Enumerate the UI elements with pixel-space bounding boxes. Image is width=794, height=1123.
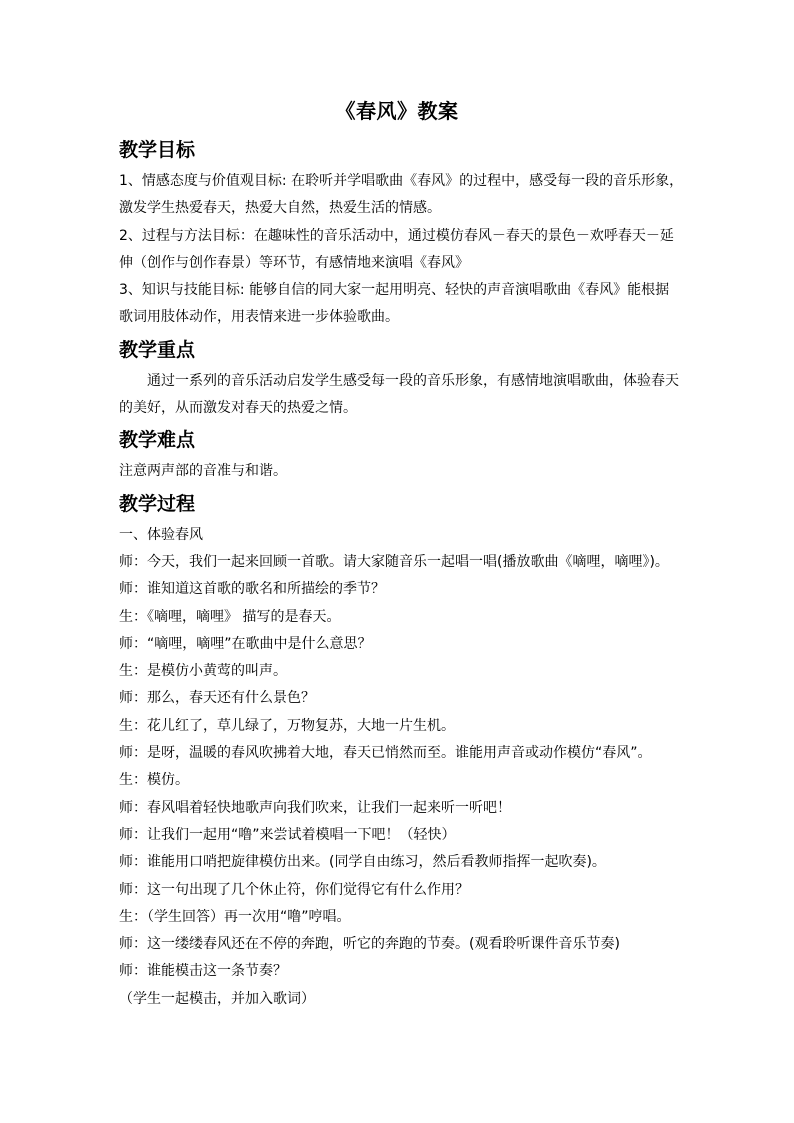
process-line: 师：那么，春天还有什么景色？	[119, 690, 315, 707]
process-line: 师：这一缕缕春风还在不停的奔跑，听它的奔跑的节奏。(观看聆听课件音乐节奏)	[119, 936, 620, 953]
process-line: 生：是模仿小黄莺的叫声。	[119, 663, 287, 680]
process-line: 师：这一句出现了几个休止符，你们觉得它有什么作用？	[119, 881, 469, 898]
document-body	[119, 132, 684, 1013]
section-heading-key-points: 教学重点	[119, 338, 196, 361]
key-points-line-1: 通过一系列的音乐活动启发学生感受每一段的音乐形象，有感情地演唱歌曲，体验春天	[147, 372, 679, 389]
process-line: 生：模仿。	[119, 772, 189, 789]
process-line: 师：是呀，温暖的春风吹拂着大地，春天已悄然而至。谁能用声音或动作模仿“春风”。	[119, 745, 652, 762]
process-line: 师：谁能模击这一条节奏？	[119, 963, 287, 980]
process-line: （学生一起模击，并加入歌词）	[119, 990, 315, 1007]
section-heading-process: 教学过程	[119, 492, 196, 515]
goal-item-1-line-1: 1、情感态度与价值观目标: 在聆听并学唱歌曲《春风》的过程中，感受每一段的音乐形象，	[119, 173, 684, 189]
process-line: 师：“嘀哩，嘀哩”在歌曲中是什么意思？	[119, 635, 372, 652]
goal-item-1-line-2: 激发学生热爱春天，热爱大自然，热爱生活的情感。	[119, 200, 441, 217]
process-line: 生：《嘀哩，嘀哩》 描写的是春天。	[119, 608, 341, 625]
process-line: 师：让我们一起用“噜”来尝试着模唱一下吧！（轻快）	[119, 826, 456, 843]
goal-item-3-line-2: 歌词用肢体动作，用表情来进一步体验歌曲。	[119, 309, 399, 326]
key-points-paragraph	[119, 368, 679, 423]
goal-item-2-line-2: 伸（创作与创作春景）等环节，有感情地来演唱《春风》	[119, 254, 469, 271]
goal-item-2-line-1: 2、过程与方法目标：在趣味性的音乐活动中，通过模仿春风－春天的景色－欢呼春天－延	[119, 227, 674, 244]
section-heading-goals: 教学目标	[119, 139, 196, 161]
section-heading-difficulties: 教学难点	[119, 429, 196, 452]
process-line: 生：花儿红了，草儿绿了，万物复苏，大地一片生机。	[119, 717, 455, 734]
goal-item-2	[119, 223, 679, 278]
process-line: 师：谁知道这首歌的歌名和所描绘的季节？	[119, 581, 385, 598]
goal-item-3-line-1: 3、知识与技能目标: 能够自信的同大家一起用明亮、轻快的声音演唱歌曲《春风》能根据	[119, 282, 670, 299]
goal-item-1	[119, 168, 684, 223]
process-list	[119, 522, 679, 1013]
document-title: 《春风》教案	[335, 99, 459, 123]
process-line: 一、体验春风	[119, 526, 203, 543]
process-line: 师：谁能用口哨把旋律模仿出来。(同学自由练习，然后看教师指挥一起吹奏)。	[119, 854, 606, 871]
process-line: 生：（学生回答）再一次用“噜”哼唱。	[119, 908, 351, 925]
key-points-line-2: 的美好，从而激发对春天的热爱之情。	[119, 400, 357, 417]
difficulties-text: 注意两声部的音准与和谐。	[119, 463, 287, 480]
process-line: 师：今天，我们一起来回顾一首歌。请大家随音乐一起唱一唱(播放歌曲《嘀哩，嘀哩》)。	[119, 553, 669, 570]
goal-item-3	[119, 277, 679, 332]
process-line: 师：春风唱着轻快地歌声向我们吹来，让我们一起来听一听吧！	[119, 799, 511, 816]
